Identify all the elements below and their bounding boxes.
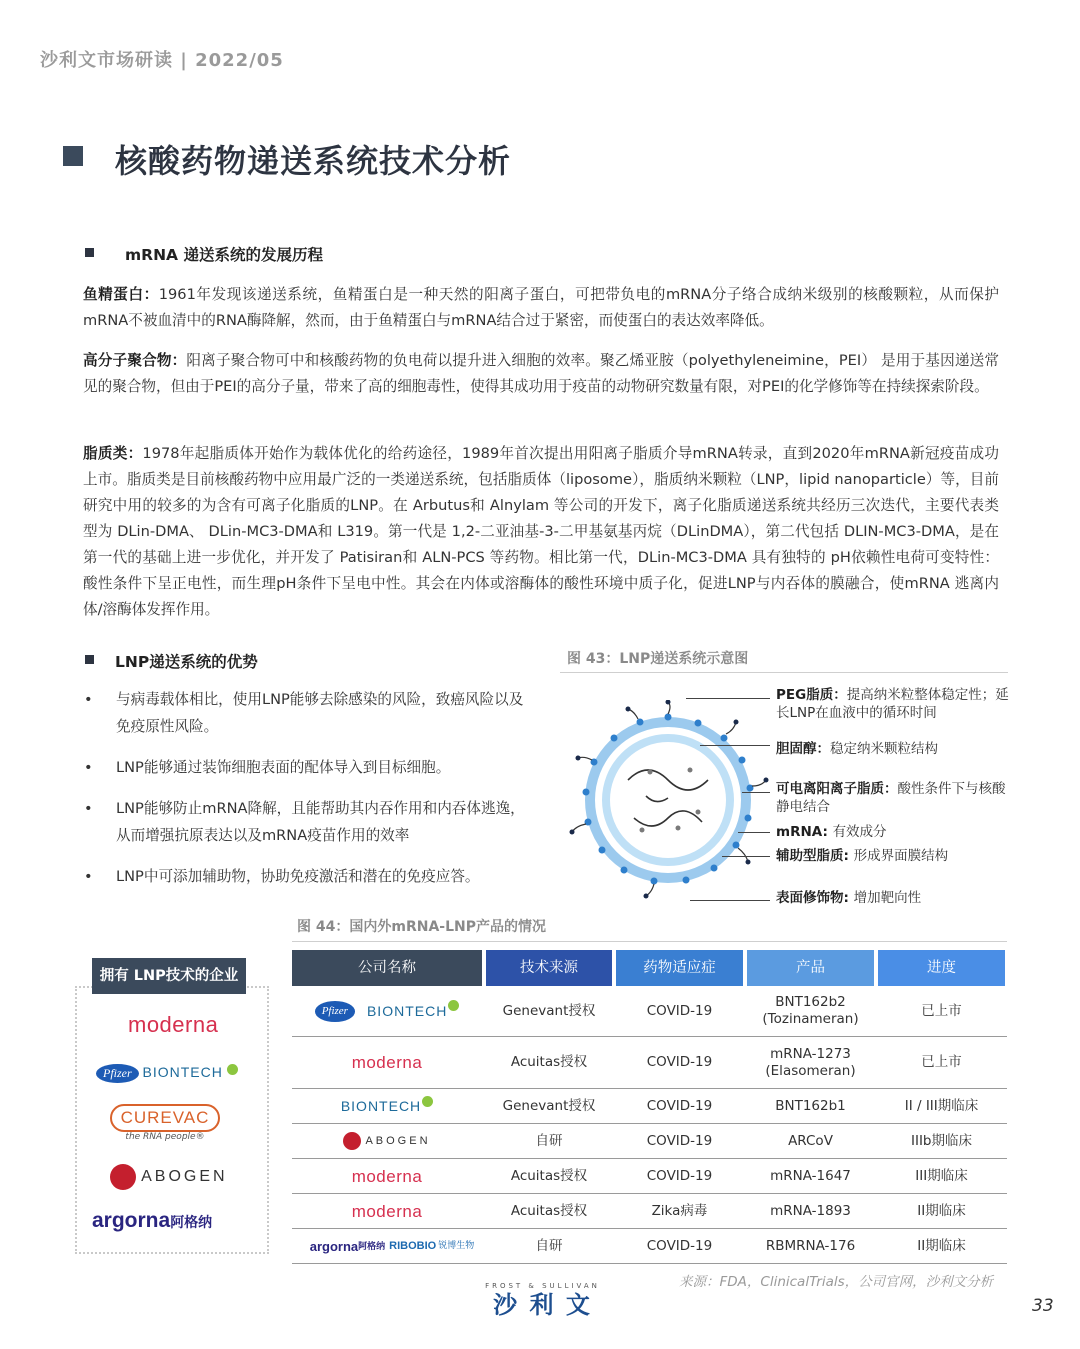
pfizer-logo: Pfizer <box>315 1001 355 1022</box>
table-header-company: 公司名称 <box>292 950 482 986</box>
biontech-leaf-icon <box>448 1000 459 1011</box>
table-row <box>292 1229 1007 1264</box>
source-cell: Acuitas授权 <box>510 1167 588 1184</box>
table-row <box>292 1089 1007 1124</box>
lnp-diagram <box>558 700 778 900</box>
argorna-cn: 阿格纳 <box>170 1214 213 1230</box>
source-cell: Acuitas授权 <box>510 1202 588 1219</box>
indication-cell: Zika病毒 <box>651 1202 708 1219</box>
paragraph-lead: 鱼精蛋白： <box>83 286 159 303</box>
label-text: 稳定纳米颗粒结构 <box>830 741 938 757</box>
moderna-logo: moderna <box>351 1166 423 1186</box>
table-row <box>292 1159 1007 1194</box>
company-cell <box>292 1089 482 1123</box>
argorna-logo: argorna <box>309 1238 359 1254</box>
label-helper-lipid <box>776 847 1016 865</box>
list-item: • LNP中可添加辅助物，协助免疫激活和潜在的免疫应答。 <box>84 863 534 890</box>
progress-cell: IIIb期临床 <box>910 1132 972 1149</box>
table-header-source: 技术来源 <box>486 950 612 986</box>
paragraph-lead: 高分子聚合物： <box>83 352 187 369</box>
label-bold: 胆固醇： <box>776 741 830 757</box>
figure-43-caption: 图 43：LNP递送系统示意图 <box>567 651 749 667</box>
section-marker <box>85 248 94 257</box>
table-header-product: 产品 <box>747 950 874 986</box>
source-cell: 自研 <box>535 1237 563 1254</box>
curevac-wordmark: CUREVAC <box>110 1104 220 1132</box>
label-peg-lipid <box>776 686 1016 722</box>
section-heading-mrna: mRNA 递送系统的发展历程 <box>125 246 323 264</box>
product-cell: RBMRNA-176 <box>765 1237 856 1254</box>
indication-cell: COVID-19 <box>646 1167 713 1184</box>
ribobio-logo: RIBOBIO <box>389 1239 437 1252</box>
label-leader <box>700 745 770 746</box>
label-bold: 表面修饰物: <box>776 890 854 906</box>
abogen-mark-icon <box>110 1164 136 1190</box>
indication-cell: COVID-19 <box>646 1054 713 1070</box>
table-row <box>292 1194 1007 1229</box>
paragraph-lead: 脂质类： <box>83 445 143 462</box>
product-cell <box>747 1037 874 1088</box>
product-cell <box>747 986 874 1036</box>
page-number: 33 <box>1032 1296 1054 1316</box>
source-cell: Acuitas授权 <box>510 1054 588 1070</box>
paragraph-body: 1978年起脂质体开始作为载体优化的给药途径，1989年首次提出用阳离子脂质介导mRNA转录，直到2020年mRNA新冠疫苗成功上市。脂质类是目前核酸药物中应用最广泛的一类递送系统，包括脂质体（liposome），脂质纳米颗粒（LNP，lipid nanoparticle）等，目前研究中用的较多的为含有可离子化脂质的LNP。在 Arbutus和 Alnylam 等公司的开发下，离子化脂质递送系统共经历三次迭代，主要代表类型为 DLin-DMA、 DLin-MC3-DMA和 L319。第一代是 1,2-二亚油基-3-二甲基氨基丙烷（DLinDMA），第二代包括 DLIN-MC3-DMA，是在第一代的基础上进一步优化，并开发了 Patisiran和 ALN-PCS 等药物。相比第一代，DLin-MC3-DMA 具有独特的 pH依赖性电荷可变特性：酸性条件下呈正电性，而生理pH条件下呈电中性。其会在内体或溶酶体的酸性环境中质子化，促进LNP与内吞体的膜融合，使mRNA 逃离内体/溶酶体发挥作用。 <box>83 445 999 618</box>
progress-cell: III期临床 <box>915 1167 968 1184</box>
progress-cell: 已上市 <box>921 1002 962 1019</box>
product-name: mRNA-1273 <box>770 1045 851 1062</box>
curevac-logo <box>110 1104 220 1142</box>
label-mrna <box>776 823 1016 841</box>
lnp-companies-title: 拥有 LNP技术的企业 <box>92 958 246 994</box>
company-cell <box>292 1124 482 1158</box>
figure-44-caption: 图 44：国内外mRNA-LNP产品的情况 <box>297 919 546 935</box>
label-text: 酸性条件下与核酸静电结合 <box>776 781 1006 815</box>
figure-source-note: 来源：FDA，ClinicalTrials，公司官网，沙利文分析 <box>679 1274 994 1290</box>
advantages-list <box>84 686 534 904</box>
label-surface-modifier <box>776 889 1016 907</box>
frost-sullivan-logo <box>470 1282 615 1320</box>
argorna-logo <box>92 1208 212 1233</box>
biontech-leaf-icon <box>422 1096 433 1107</box>
table-row <box>292 986 1007 1037</box>
section-marker <box>85 655 94 664</box>
label-text: 有效成分 <box>832 824 887 840</box>
label-text: 形成界面膜结构 <box>853 848 949 864</box>
argorna-cn: 阿格纳 <box>358 1240 386 1251</box>
figure-44-rule <box>292 941 1007 942</box>
product-cell: BNT162b1 <box>775 1097 846 1114</box>
page-title: 核酸药物递送系统技术分析 <box>115 142 512 180</box>
product-cell: mRNA-1647 <box>770 1167 851 1184</box>
moderna-logo: moderna <box>128 1012 219 1037</box>
table-row <box>292 1124 1007 1159</box>
label-text: 提高纳米粒整体稳定性；延长LNP在血液中的循环时间 <box>776 687 1009 721</box>
abogen-mark-icon <box>343 1132 361 1150</box>
indication-cell: COVID-19 <box>646 1237 713 1254</box>
title-marker <box>63 146 83 166</box>
product-cell: ARCoV <box>788 1132 833 1149</box>
list-item: • LNP能够通过装饰细胞表面的配体导入到目标细胞。 <box>84 754 534 781</box>
curevac-tagline: the RNA people® <box>125 1132 205 1142</box>
label-text: 增加靶向性 <box>853 890 922 906</box>
progress-cell: 已上市 <box>921 1054 962 1070</box>
company-cell <box>292 986 482 1036</box>
company-cell <box>292 1229 492 1263</box>
paragraph-polymer <box>83 348 999 400</box>
table-header-indication: 药物适应症 <box>616 950 743 986</box>
label-leader <box>686 698 770 699</box>
source-cell: Genevant授权 <box>502 1002 596 1019</box>
biontech-logo: BIONTECH <box>142 1064 223 1080</box>
figure-43-rule <box>560 672 1008 673</box>
paragraph-lipid <box>83 441 999 623</box>
argorna-wordmark: argorna <box>92 1209 171 1232</box>
label-leader <box>738 832 770 833</box>
label-bold: 辅助型脂质: <box>776 848 854 864</box>
label-bold: PEG脂质： <box>776 687 847 703</box>
list-item: • LNP能够防止mRNA降解，且能帮助其内吞作用和内吞体逃逸，从而增强抗原表达以及mRNA疫苗作用的效率 <box>84 795 534 849</box>
abogen-logo: ABOGEN <box>365 1134 431 1147</box>
product-alias: (Elasomeran) <box>765 1062 856 1079</box>
moderna-logo: moderna <box>351 1053 423 1072</box>
paragraph-protamine <box>83 282 999 334</box>
indication-cell: COVID-19 <box>646 1002 713 1019</box>
abogen-logo <box>110 1164 228 1190</box>
brand-cn: 沙 利 文 <box>493 1291 592 1319</box>
biontech-logo: BIONTECH <box>366 1002 448 1019</box>
paragraph-body: 阳离子聚合物可中和核酸药物的负电荷以提升进入细胞的效率。聚乙烯亚胺（polyethyleneimine，PEI） 是用于基因递送常见的聚合物，但由于PEI的高分子量，带来了高的细胞毒性，使得其成功用于疫苗的动物研究数量有限，对PEI的化学修饰等在持续探索阶段。 <box>83 352 999 395</box>
product-cell: mRNA-1893 <box>770 1202 851 1219</box>
label-cholesterol <box>776 740 1016 758</box>
section-heading-lnp: LNP递送系统的优势 <box>115 653 258 671</box>
pfizer-logo: Pfizer <box>96 1064 139 1083</box>
indication-cell: COVID-19 <box>646 1132 713 1149</box>
product-alias: (Tozinameran) <box>762 1011 859 1027</box>
ribobio-cn: 锐博生物 <box>438 1240 475 1251</box>
table-row <box>292 1037 1007 1089</box>
pfizer-biontech-logo <box>96 1064 238 1083</box>
abogen-wordmark: ABOGEN <box>141 1168 228 1185</box>
label-leader <box>742 792 770 793</box>
label-bold: 可电离阳离子脂质： <box>776 781 898 797</box>
list-item: • 与病毒载体相比，使用LNP能够去除感染的风险，致癌风险以及免疫原性风险。 <box>84 686 534 740</box>
biontech-logo: BIONTECH <box>340 1097 422 1114</box>
label-ionizable-lipid <box>776 780 1016 816</box>
progress-cell: II期临床 <box>917 1202 966 1219</box>
paragraph-body: 1961年发现该递送系统，鱼精蛋白是一种天然的阳离子蛋白，可把带负电的mRNA分子络合成纳米级别的核酸颗粒，从而保护mRNA不被血清中的RNA酶降解，然而，由于鱼精蛋白与mRNA结合过于紧密，而使蛋白的表达效率降低。 <box>83 286 999 329</box>
indication-cell: COVID-19 <box>646 1097 713 1114</box>
source-cell: 自研 <box>535 1132 563 1149</box>
biontech-leaf-icon <box>227 1064 238 1075</box>
product-name: BNT162b2 <box>775 994 846 1010</box>
label-leader <box>690 900 770 901</box>
progress-cell: II期临床 <box>917 1237 966 1254</box>
label-bold: mRNA: <box>776 824 833 840</box>
progress-cell: II / III期临床 <box>904 1097 979 1114</box>
brand-small: FROST & SULLIVAN <box>485 1282 600 1290</box>
source-cell: Genevant授权 <box>502 1097 596 1114</box>
label-leader <box>722 856 770 857</box>
table-header-progress: 进度 <box>878 950 1005 986</box>
report-header: 沙利文市场研读 | 2022/05 <box>40 50 284 71</box>
moderna-logo: moderna <box>351 1201 423 1221</box>
